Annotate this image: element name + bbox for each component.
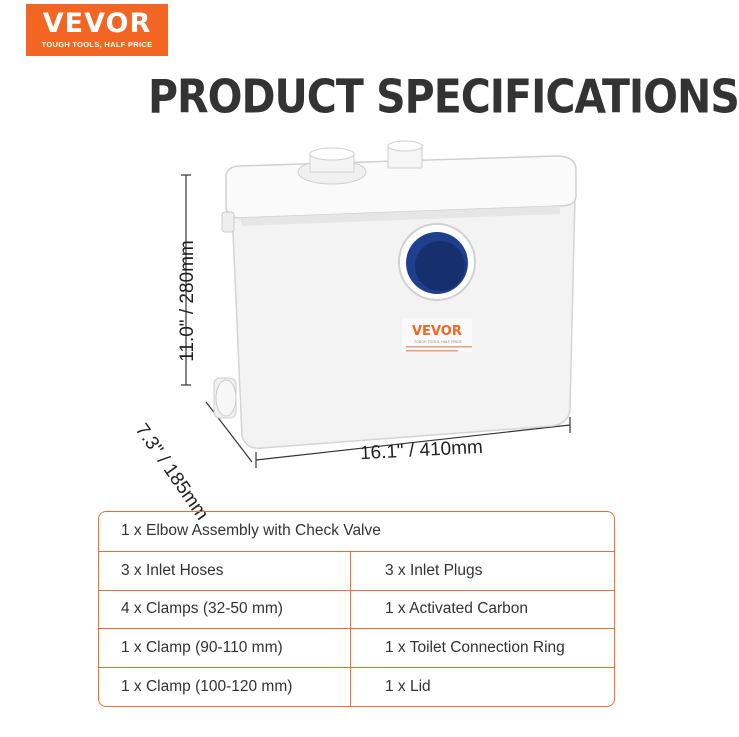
table-row — [99, 551, 614, 590]
table-cell: 1 x Lid — [350, 668, 614, 706]
table-row — [99, 590, 614, 629]
table-row — [99, 512, 614, 551]
page-title: PRODUCT SPECIFICATIONS — [148, 70, 739, 124]
depth-dimension-label: 7.3" / 185mm — [130, 420, 213, 525]
inlet-port — [399, 224, 475, 300]
table-cell: 3 x Inlet Hoses — [121, 561, 224, 579]
table-row — [99, 667, 614, 706]
table-cell: 3 x Inlet Plugs — [350, 552, 614, 590]
width-dimension-label: 16.1" / 410mm — [359, 436, 484, 465]
top-outlet — [388, 141, 422, 168]
table-cell: 1 x Elbow Assembly with Check Valve — [121, 522, 381, 540]
vevor-logo — [26, 4, 168, 56]
package-contents-table — [98, 511, 615, 707]
logo-tagline: TOUGH TOOLS, HALF PRICE — [41, 40, 153, 49]
table-cell: 4 x Clamps (32-50 mm) — [121, 600, 283, 618]
product-label — [402, 318, 472, 352]
logo-brand: VEVOR — [42, 8, 152, 39]
vent-cap — [298, 148, 366, 184]
table-cell: 1 x Clamp (90-110 mm) — [121, 639, 283, 657]
table-cell: 1 x Clamp (100-120 mm) — [121, 678, 293, 696]
product-label-tagline: TOUGH TOOLS, HALF PRICE — [414, 340, 462, 344]
table-cell: 1 x Toilet Connection Ring — [350, 629, 614, 667]
pump-body — [214, 156, 576, 448]
table-row — [99, 628, 614, 667]
table-cell: 1 x Activated Carbon — [350, 591, 614, 629]
product-label-brand: VEVOR — [412, 324, 462, 339]
height-dimension-label: 11.0" / 280mm — [177, 240, 198, 362]
